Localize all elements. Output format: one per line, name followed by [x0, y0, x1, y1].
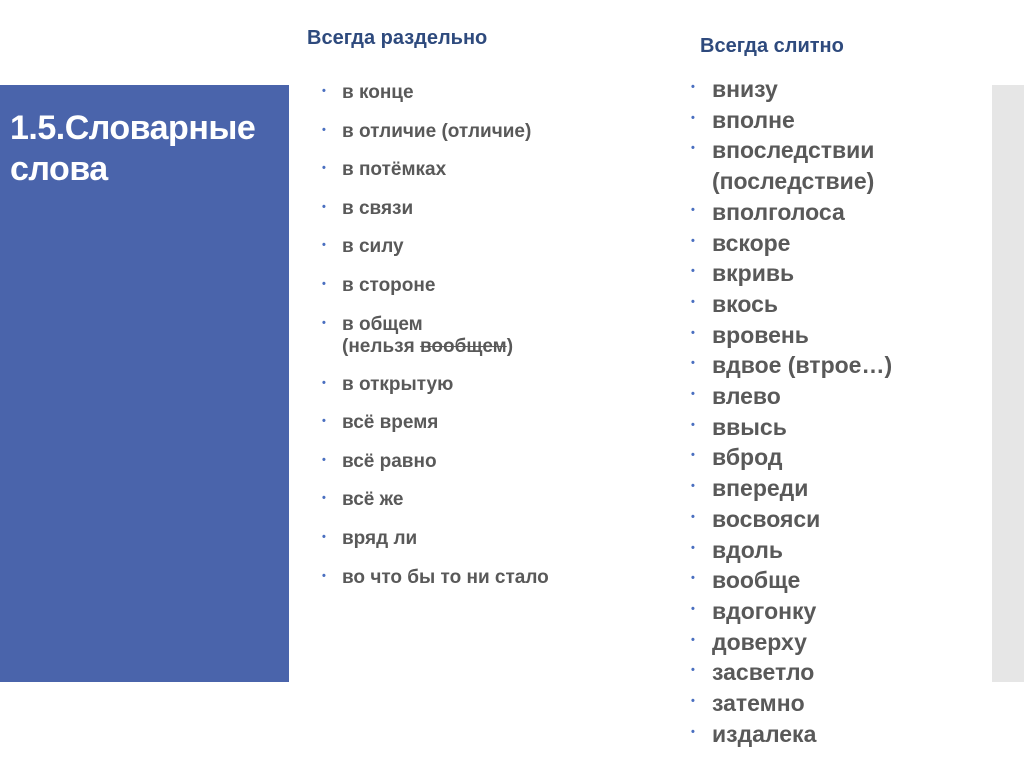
heading-always-together: Всегда слитно: [700, 35, 844, 57]
bullet-icon: •: [322, 376, 326, 389]
bullet-icon: •: [322, 123, 326, 136]
list-item: • доверху: [691, 628, 807, 655]
list-item: • вполголоса: [691, 198, 845, 225]
together-word-list: [691, 74, 991, 749]
bullet-icon: •: [691, 480, 695, 493]
bullet-icon: •: [691, 388, 695, 401]
list-item: • вкривь: [691, 260, 795, 287]
list-item: • влево: [691, 383, 781, 410]
bullet-icon: •: [322, 162, 326, 175]
bullet-icon: •: [691, 203, 695, 216]
incorrect-spelling: вообщем: [419, 335, 507, 357]
bullet-icon: •: [691, 725, 695, 738]
bullet-icon: •: [691, 234, 695, 247]
usage-note: (нельзя вообщем): [342, 335, 514, 357]
list-item: • восвояси: [691, 505, 821, 532]
bullet-icon: •: [691, 111, 695, 124]
separate-word-list: [322, 82, 652, 605]
bullet-icon: •: [691, 664, 695, 677]
slide-title: 1.5.Словарные слова: [10, 109, 256, 188]
bullet-icon: •: [691, 510, 695, 523]
bullet-icon: •: [691, 81, 695, 93]
right-decor-strip: [992, 85, 1024, 682]
list-item: • всё же: [322, 489, 404, 511]
list-item: • в отличие (отличие): [322, 120, 532, 142]
list-item: • во что бы то ни стало: [322, 566, 549, 588]
bullet-icon: •: [691, 326, 695, 339]
list-item: • в стороне: [322, 274, 436, 296]
bullet-icon: •: [691, 695, 695, 708]
list-item: • в конце: [322, 82, 414, 103]
bullet-icon: •: [691, 602, 695, 615]
list-item: • ввысь: [691, 413, 787, 440]
bullet-icon: •: [691, 541, 695, 554]
list-item: • вдоль: [691, 536, 783, 563]
list-item: • вполне: [691, 106, 795, 133]
list-item: • впоследствии (последствие): [691, 137, 875, 195]
bullet-icon: •: [691, 418, 695, 431]
list-item: • в силу: [322, 236, 404, 258]
list-item: • всё равно: [322, 450, 437, 472]
list-item: • вкось: [691, 290, 779, 317]
list-item: • в открытую: [322, 373, 454, 395]
bullet-icon: •: [322, 200, 326, 213]
list-item: • затемно: [691, 690, 805, 717]
list-item: • впереди: [691, 475, 809, 502]
bullet-icon: •: [322, 492, 326, 505]
bullet-icon: •: [322, 239, 326, 252]
list-item: • вскоре: [691, 229, 791, 256]
bullet-icon: •: [691, 295, 695, 308]
list-item: • издалека: [691, 720, 817, 747]
bullet-icon: •: [691, 572, 695, 585]
bullet-icon: •: [691, 449, 695, 462]
list-item: • вряд ли: [322, 527, 418, 549]
bullet-icon: •: [691, 142, 695, 155]
bullet-icon: •: [322, 569, 326, 582]
list-item: • вдогонку: [691, 597, 817, 624]
list-item: • внизу: [691, 76, 778, 102]
bullet-icon: •: [322, 316, 326, 329]
list-item: • в связи: [322, 197, 414, 219]
bullet-icon: •: [322, 453, 326, 466]
list-item: • вообще: [691, 567, 801, 594]
bullet-icon: •: [691, 633, 695, 646]
list-item: • всё время: [322, 412, 439, 434]
bullet-icon: •: [322, 415, 326, 428]
list-item: • засветло: [691, 659, 815, 686]
bullet-icon: •: [691, 357, 695, 370]
list-item: • вдвое (втрое…): [691, 352, 893, 379]
list-item: • вброд: [691, 444, 783, 471]
bullet-icon: •: [691, 265, 695, 278]
heading-always-separate: Всегда раздельно: [307, 27, 488, 49]
bullet-icon: •: [322, 85, 326, 97]
list-item: • вровень: [691, 321, 809, 348]
bullet-icon: •: [322, 530, 326, 543]
bullet-icon: •: [322, 277, 326, 290]
list-item: • в потёмках: [322, 159, 447, 181]
list-item: • в общем (нельзя вообщем): [322, 313, 514, 357]
